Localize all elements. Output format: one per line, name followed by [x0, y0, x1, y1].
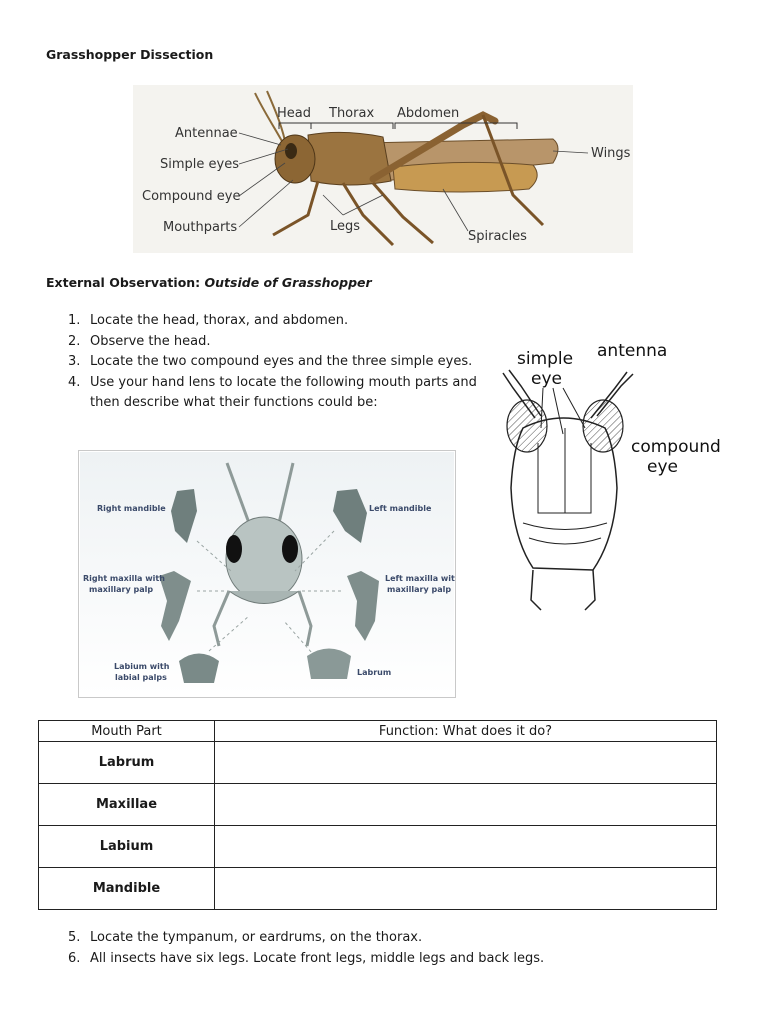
table-row: [39, 826, 717, 868]
label-mouthparts: Mouthparts: [163, 220, 238, 235]
label-left-maxilla-2: maxillary palp: [387, 585, 452, 594]
mouthparts-figure: [78, 450, 456, 698]
list-item: [0, 949, 700, 970]
label-left-mandible: Left mandible: [369, 504, 432, 513]
mouthpart-name: Mandible: [39, 868, 215, 910]
section-heading: [46, 275, 372, 290]
label-compound-eye: Compound eye: [142, 189, 241, 204]
label-labrum: Labrum: [357, 668, 392, 677]
label-simple-eyes: Simple eyes: [160, 157, 239, 172]
list-text: Use your hand lens to locate the following mouth parts and then describe what their functions could be:: [90, 374, 477, 410]
list-item: [0, 373, 490, 414]
table-header-cell: Mouth Part: [39, 721, 215, 742]
function-cell[interactable]: [215, 826, 717, 868]
label-abdomen: Abdomen: [397, 106, 460, 121]
label-wings: Wings: [591, 146, 631, 161]
list-item: [0, 928, 700, 949]
label-head: Head: [277, 106, 311, 121]
instruction-list-b: [0, 928, 700, 969]
mouthpart-name: Maxillae: [39, 784, 215, 826]
table-row: [39, 742, 717, 784]
mouthpart-table: [38, 720, 717, 910]
label-spiracles: Spiracles: [468, 229, 527, 244]
head-drawing-figure: [493, 338, 733, 618]
list-item: [0, 311, 490, 332]
page-title: Grasshopper Dissection: [46, 47, 214, 62]
grasshopper-anatomy-figure: [133, 85, 633, 253]
list-number: 1.: [68, 313, 81, 328]
table-row: [39, 784, 717, 826]
function-cell[interactable]: [215, 868, 717, 910]
function-cell[interactable]: [215, 742, 717, 784]
label-labium-1: Labium with: [114, 662, 170, 671]
label-right-mandible: Right mandible: [97, 504, 166, 513]
mouthpart-name: Labrum: [39, 742, 215, 784]
label-left-maxilla-1: Left maxilla with: [385, 574, 455, 583]
mouthpart-name: Labium: [39, 826, 215, 868]
table-header-row: [39, 721, 717, 742]
list-text: All insects have six legs. Locate front legs, middle legs and back legs.: [90, 950, 545, 966]
table-row: [39, 868, 717, 910]
label-antennae: Antennae: [175, 126, 238, 141]
label-right-maxilla-1: Right maxilla with: [83, 574, 165, 583]
list-number: 5.: [68, 930, 81, 945]
label-thorax: Thorax: [329, 106, 375, 121]
label-right-maxilla-2: maxillary palp: [89, 585, 154, 594]
list-text: Observe the head.: [90, 333, 211, 349]
list-item: [0, 332, 490, 353]
instruction-list-a: [0, 311, 490, 414]
list-item: [0, 352, 490, 373]
list-number: 6.: [68, 950, 81, 966]
label-antenna: antenna: [597, 341, 668, 361]
label-simple-eye: eye: [531, 369, 562, 389]
list-text: Locate the head, thorax, and abdomen.: [90, 313, 349, 328]
section-heading-emphasis: Outside of Grasshopper: [204, 275, 372, 290]
table-header-cell: Function: What does it do?: [215, 721, 717, 742]
list-text: Locate the tympanum, or eardrums, on the thorax.: [90, 930, 423, 945]
label-compound: compound: [631, 437, 721, 457]
label-legs: Legs: [330, 219, 361, 234]
section-heading-prefix: External Observation:: [46, 275, 205, 290]
label-labium-2: labial palps: [115, 673, 167, 682]
label-compound-eye: eye: [647, 457, 678, 477]
list-text: Locate the two compound eyes and the three simple eyes.: [90, 354, 473, 369]
function-cell[interactable]: [215, 784, 717, 826]
list-number: 2.: [68, 333, 81, 349]
list-number: 4.: [68, 374, 81, 390]
label-simple: simple: [517, 349, 574, 369]
list-number: 3.: [68, 354, 81, 369]
